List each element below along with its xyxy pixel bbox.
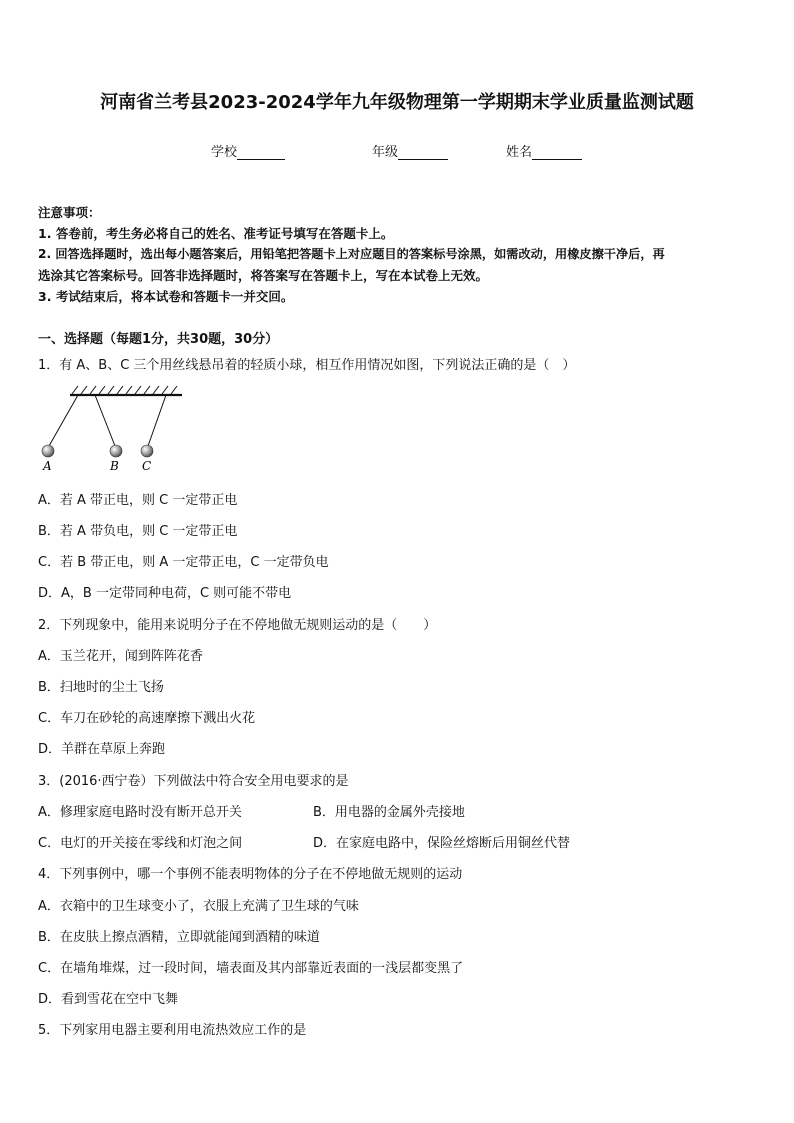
grade-blank[interactable] — [398, 145, 448, 160]
notice-item-2-line1 — [38, 245, 665, 262]
label-b: B — [110, 459, 119, 473]
q3-option-b[interactable]: B．用电器的金属外壳接地 — [313, 805, 465, 820]
notice-item-1-text: 答卷前，考生务必将自己的姓名、准考证号填写在答题卡上。 — [55, 226, 394, 241]
q2-stem: 2．下列现象中，能用来说明分子在不停地做无规则运动的是（ ） — [38, 618, 437, 633]
name-field — [506, 141, 582, 160]
notice-item-3 — [38, 287, 293, 305]
thread-b — [95, 395, 115, 446]
notice-item-2-text: 回答选择题时，选出每小题答案后，用铅笔把答题卡上对应题目的答案标号涂黑，如需改动，用橡皮擦干净后，再 — [55, 247, 665, 261]
q3-option-d[interactable]: D．在家庭电路中，保险丝熔断后用铜丝代替 — [313, 836, 571, 851]
q4-option-d[interactable]: D．看到雪花在空中飞舞 — [38, 992, 179, 1007]
thread-a — [49, 395, 78, 446]
q5-stem: 5．下列家用电器主要利用电流热效应工作的是 — [38, 1023, 307, 1038]
q2-option-a[interactable]: A．玉兰花开，闻到阵阵花香 — [38, 649, 203, 664]
notice-heading: 注意事项： — [38, 205, 101, 220]
notice-item-3-text: 考试结束后，将本试卷和答题卡一并交回。 — [55, 289, 294, 304]
q3-option-a[interactable]: A．修理家庭电路时没有断开总开关 — [38, 805, 242, 820]
q2-option-b[interactable]: B．扫地时的尘土飞扬 — [38, 680, 164, 695]
page-title: 河南省兰考县2023-2024学年九年级物理第一学期期末学业质量监测试题 — [100, 92, 694, 113]
q4-stem: 4．下列事例中，哪一个事例不能表明物体的分子在不停地做无规则的运动 — [38, 867, 463, 882]
grade-label: 年级 — [372, 145, 399, 160]
ball-a — [42, 445, 54, 457]
notice-item-2-line2: 选涂其它答案标号。回答非选择题时，将答案写在答题卡上，写在本试卷上无效。 — [38, 268, 489, 283]
school-label: 学校 — [211, 145, 238, 160]
notice-item-2-num: 2. — [38, 247, 52, 261]
q1-option-c[interactable]: C．若 B 带正电，则 A 一定带正电，C 一定带负电 — [38, 555, 329, 570]
q3-stem: 3．(2016·西宁卷）下列做法中符合安全用电要求的是 — [38, 774, 349, 789]
q1-option-a[interactable]: A．若 A 带正电，则 C 一定带正电 — [38, 493, 238, 508]
ceiling-hatching — [72, 386, 177, 394]
label-a: A — [43, 459, 52, 473]
name-label: 姓名 — [506, 145, 533, 160]
q2-option-c[interactable]: C．车刀在砂轮的高速摩擦下溅出火花 — [38, 711, 256, 726]
grade-field — [372, 141, 448, 160]
q3-option-c[interactable]: C．电灯的开关接在零线和灯泡之间 — [38, 836, 243, 851]
q1-option-d[interactable]: D．A，B 一定带同种电荷，C 则可能不带电 — [38, 586, 292, 601]
section-heading: 一、选择题（每题1分，共30题，30分） — [38, 332, 279, 347]
thread-c — [148, 395, 166, 446]
notice-item-3-num: 3. — [38, 289, 52, 304]
q2-option-d[interactable]: D．羊群在草原上奔跑 — [38, 742, 166, 757]
notice-item-1-num: 1. — [38, 226, 52, 241]
q4-option-a[interactable]: A．衣箱中的卫生球变小了，衣服上充满了卫生球的气味 — [38, 899, 359, 914]
q4-option-b[interactable]: B．在皮肤上擦点酒精，立即就能闻到酒精的味道 — [38, 930, 320, 945]
school-field — [211, 141, 285, 160]
school-blank[interactable] — [237, 145, 285, 160]
q4-option-c[interactable]: C．在墙角堆煤，过一段时间，墙表面及其内部靠近表面的一浅层都变黑了 — [38, 961, 464, 976]
ball-c — [141, 445, 153, 457]
q1-option-b[interactable]: B．若 A 带负电，则 C 一定带正电 — [38, 524, 238, 539]
label-c: C — [142, 459, 152, 473]
q1-stem: 1．有 A、B、C 三个用丝线悬吊着的轻质小球，相互作用情况如图，下列说法正确的是（ ） — [38, 358, 576, 373]
q1-figure — [40, 383, 190, 475]
notice-item-1 — [38, 224, 393, 242]
name-blank[interactable] — [532, 145, 582, 160]
ball-b — [110, 445, 122, 457]
